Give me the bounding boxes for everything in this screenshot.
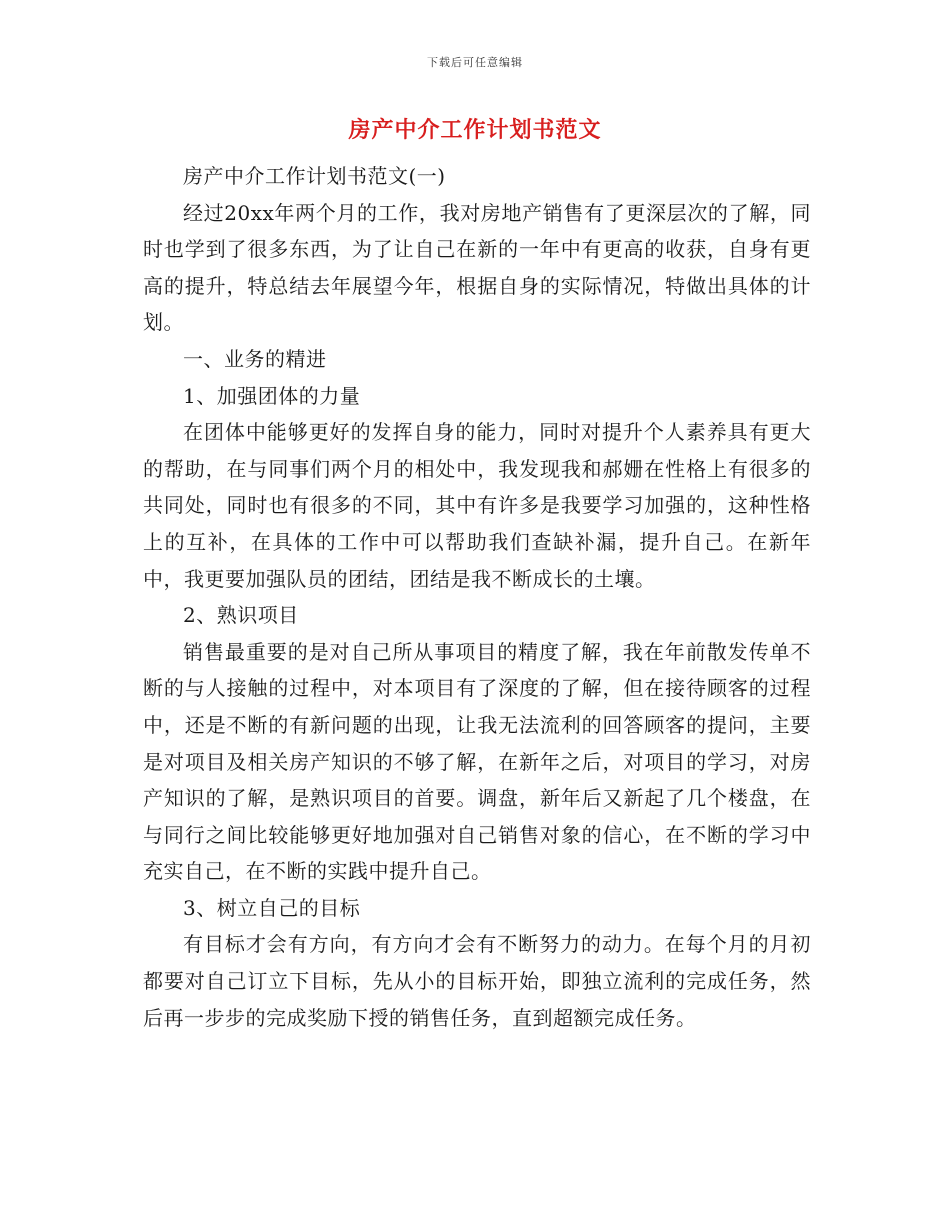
body-paragraph: 有目标才会有方向，有方向才会有不断努力的动力。在每个月的月初都要对自己订立下目标，先从小的目标开始，即独立流利的完成任务，然后再一步步的完成奖励下授的销售任务，直到超额完成任务。 — [143, 932, 811, 1030]
subsection-heading: 2、熟识项目 — [183, 603, 299, 628]
body-paragraph: 经过20xx年两个月的工作，我对房地产销售有了更深层次的了解，同时也学到了很多东西，为了让自己在新的一年中有更高的收获，自身有更高的提升，特总结去年展望今年，根据自身的实际情况，特做出具体的计划。 — [143, 200, 811, 335]
body-paragraph: 在团体中能够更好的发挥自身的能力，同时对提升个人素养具有更大的帮助，在与同事们两个月的相处中，我发现我和郝姗在性格上有很多的共同处，同时也有很多的不同，其中有许多是我要学习加强的，这种性格上的互补，在具体的工作中可以帮助我们查缺补漏，提升自己。在新年中，我更要加强队员的团结，团结是我不断成长的土壤。 — [143, 420, 811, 591]
section-heading: 一、业务的精进 — [183, 346, 327, 371]
subsection-heading: 1、加强团体的力量 — [183, 383, 361, 408]
document-title: 房产中介工作计划书范文 — [348, 117, 602, 143]
header-note: 下载后可任意编辑 — [427, 56, 523, 69]
document-body — [143, 158, 811, 1036]
subsection-heading: 3、树立自己的目标 — [183, 895, 361, 920]
section-heading: 房产中介工作计划书范文(一) — [183, 164, 446, 188]
body-paragraph: 销售最重要的是对自己所从事项目的精度了解，我在年前散发传单不断的与人接触的过程中，对本项目有了深度的了解，但在接待顾客的过程中，还是不断的有新问题的出现，让我无法流利的回答顾客的提问，主要是对项目及相关房产知识的不够了解，在新年之后，对项目的学习，对房产知识的了解，是熟识项目的首要。调盘，新年后又新起了几个楼盘，在与同行之间比较能够更好地加强对自己销售对象的信心，在不断的学习中充实自己，在不断的实践中提升自己。 — [143, 639, 811, 884]
